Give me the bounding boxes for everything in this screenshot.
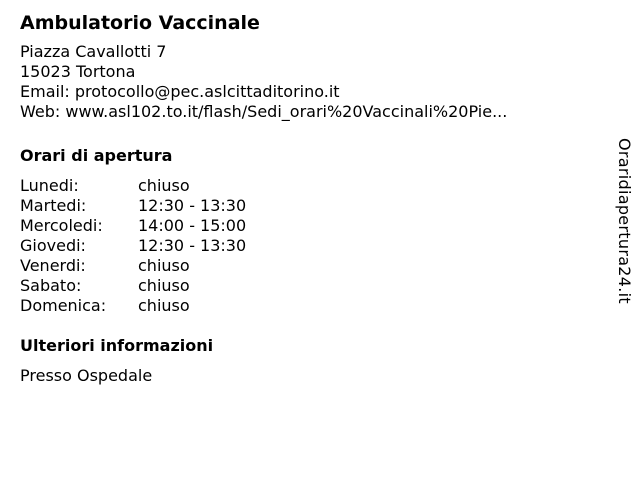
time-value: chiuso	[138, 276, 190, 295]
brand-watermark	[608, 134, 640, 308]
hours-row-wednesday	[20, 216, 600, 236]
hours-row-saturday	[20, 276, 600, 296]
brand-text: Oraridiapertura24.it	[615, 138, 635, 304]
web-line[interactable]: Web: www.asl102.to.it/flash/Sedi_orari%20Vaccinali%20Pie...	[20, 102, 508, 121]
time-value: 14:00 - 15:00	[138, 216, 247, 235]
day-label: Domenica:	[20, 296, 107, 315]
address-street: Piazza Cavallotti 7	[20, 42, 167, 61]
hours-row-sunday	[20, 296, 600, 316]
hours-section-title: Orari di apertura	[20, 146, 173, 165]
day-label: Sabato:	[20, 276, 82, 295]
day-label: Venerdi:	[20, 256, 86, 275]
time-value: chiuso	[138, 256, 190, 275]
hours-table	[20, 176, 600, 316]
day-label: Lunedi:	[20, 176, 79, 195]
day-label: Mercoledi:	[20, 216, 103, 235]
day-label: Giovedi:	[20, 236, 86, 255]
address-city: 15023 Tortona	[20, 62, 136, 81]
day-label: Martedi:	[20, 196, 87, 215]
time-value: chiuso	[138, 176, 190, 195]
time-value: 12:30 - 13:30	[138, 196, 247, 215]
place-details	[20, 10, 600, 386]
hours-row-monday	[20, 176, 600, 196]
info-text: Presso Ospedale	[20, 366, 153, 385]
hours-row-friday	[20, 256, 600, 276]
info-section-title: Ulteriori informazioni	[20, 336, 214, 355]
hours-row-tuesday	[20, 196, 600, 216]
time-value: 12:30 - 13:30	[138, 236, 247, 255]
email-line[interactable]: Email: protocollo@pec.aslcittaditorino.it	[20, 82, 340, 101]
hours-row-thursday	[20, 236, 600, 256]
time-value: chiuso	[138, 296, 190, 315]
page-title: Ambulatorio Vaccinale	[20, 12, 260, 34]
